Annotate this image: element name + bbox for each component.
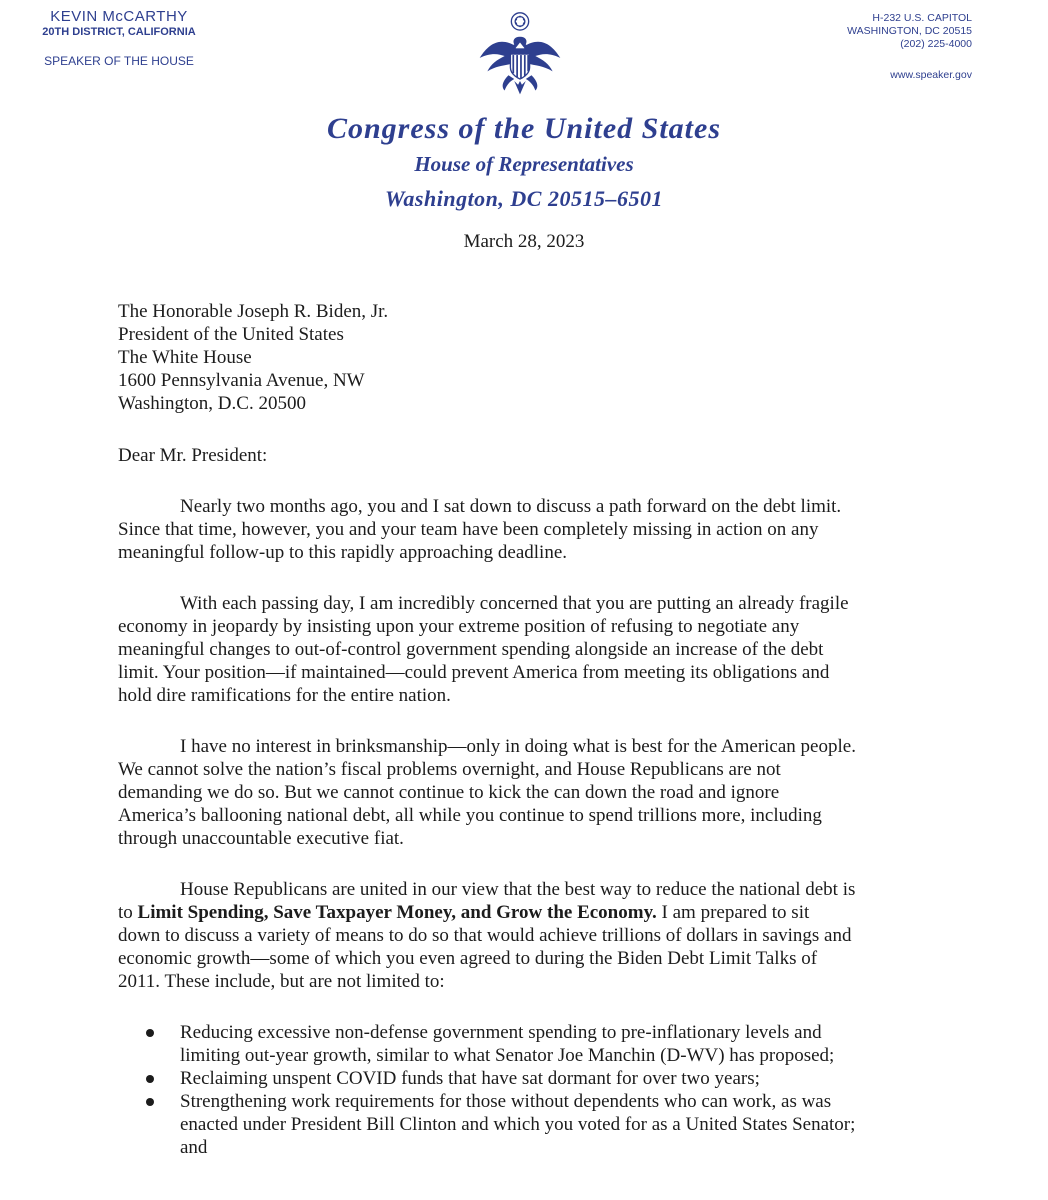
paragraph-line: Nearly two months ago, you and I sat down to discuss a path forward on the debt limit. (180, 496, 842, 517)
office-address-line1: H-232 U.S. CAPITOL (872, 12, 972, 24)
bullet-icon (146, 1075, 154, 1083)
office-website: www.speaker.gov (890, 69, 972, 81)
paragraph-4 (118, 878, 918, 993)
list-item-line: Reclaiming unspent COVID funds that have sat dormant for over two years; (180, 1068, 760, 1089)
recipient-line: The Honorable Joseph R. Biden, Jr. (118, 301, 389, 322)
salutation: Dear Mr. President: (118, 445, 268, 466)
text-run: to (118, 902, 138, 923)
list-item-line: enacted under President Bill Clinton and which you voted for as a United States Senator; (180, 1114, 856, 1135)
house-heading: House of Representatives (414, 152, 634, 176)
paragraph-line: I have no interest in brinksmanship—only in doing what is best for the American people. (180, 736, 856, 757)
paragraph-line: limit. Your position—if maintained—could prevent America from meeting its obligations and (118, 662, 830, 683)
paragraph-line: demanding we do so. But we cannot continue to kick the can down the road and ignore (118, 782, 780, 803)
paragraph-2 (118, 592, 918, 707)
list-item-line: and (180, 1137, 208, 1158)
list-item (118, 1067, 938, 1090)
bold-emphasis: Limit Spending, Save Taxpayer Money, and Grow the Economy. (137, 902, 657, 923)
paragraph-line: meaningful changes to out-of-control government spending alongside an increase of the debt (118, 639, 824, 660)
bullet-icon (146, 1098, 154, 1106)
list-item (118, 1090, 938, 1159)
recipient-address (118, 300, 388, 415)
bullet-icon (146, 1029, 154, 1037)
recipient-line: President of the United States (118, 324, 344, 345)
eagle-seal-icon (472, 8, 568, 104)
congress-heading: Congress of the United States (326, 112, 722, 145)
paragraph-line: meaningful follow-up to this rapidly approaching deadline. (118, 542, 568, 563)
paragraph-line: With each passing day, I am incredibly concerned that you are putting an already fragile (180, 593, 849, 614)
member-title: SPEAKER OF THE HOUSE (44, 54, 194, 68)
paragraph-line: 2011. These include, but are not limited to: (118, 971, 445, 992)
paragraph-line: through unaccountable executive fiat. (118, 828, 404, 849)
letterhead-right (847, 12, 972, 82)
paragraph-3 (118, 735, 918, 850)
letterhead-left (36, 8, 202, 68)
recipient-line: 1600 Pennsylvania Avenue, NW (118, 370, 365, 391)
paragraph-line: America’s ballooning national debt, all while you continue to spend trillions more, including (118, 805, 822, 826)
paragraph-line: We cannot solve the nation’s fiscal problems overnight, and House Republicans are not (118, 759, 781, 780)
paragraph-line: economic growth—some of which you even agreed to during the Biden Debt Limit Talks of (118, 948, 818, 969)
office-phone: (202) 225-4000 (900, 38, 972, 50)
list-item-line: Strengthening work requirements for those without dependents who can work, as was (180, 1091, 832, 1112)
list-item-line: limiting out-year growth, similar to what Senator Joe Manchin (D-WV) has proposed; (180, 1045, 835, 1066)
paragraph-1 (118, 495, 918, 564)
paragraph-line: House Republicans are united in our view that the best way to reduce the national debt is (180, 879, 856, 900)
paragraph-line: Since that time, however, you and your team have been completely missing in action on any (118, 519, 819, 540)
member-name: KEVIN McCARTHY (50, 8, 188, 25)
text-run: I am prepared to sit (656, 902, 810, 923)
paragraph-line: economy in jeopardy by insisting upon your extreme position of refusing to negotiate any (118, 616, 800, 637)
office-address-line2: WASHINGTON, DC 20515 (847, 25, 972, 37)
city-heading: Washington, DC 20515–6501 (385, 186, 663, 211)
bullet-list (118, 1021, 938, 1159)
paragraph-line: hold dire ramifications for the entire nation. (118, 685, 451, 706)
member-district: 20TH DISTRICT, CALIFORNIA (42, 26, 196, 38)
recipient-line: Washington, D.C. 20500 (118, 393, 306, 414)
paragraph-line: down to discuss a variety of means to do so that would achieve trillions of dollars in savings and (118, 925, 852, 946)
list-item-line: Reducing excessive non-defense government spending to pre-inflationary levels and (180, 1022, 822, 1043)
paragraph-line-emphasis (118, 901, 918, 924)
list-item (118, 1021, 938, 1067)
letter-date: March 28, 2023 (463, 231, 585, 252)
recipient-line: The White House (118, 347, 252, 368)
